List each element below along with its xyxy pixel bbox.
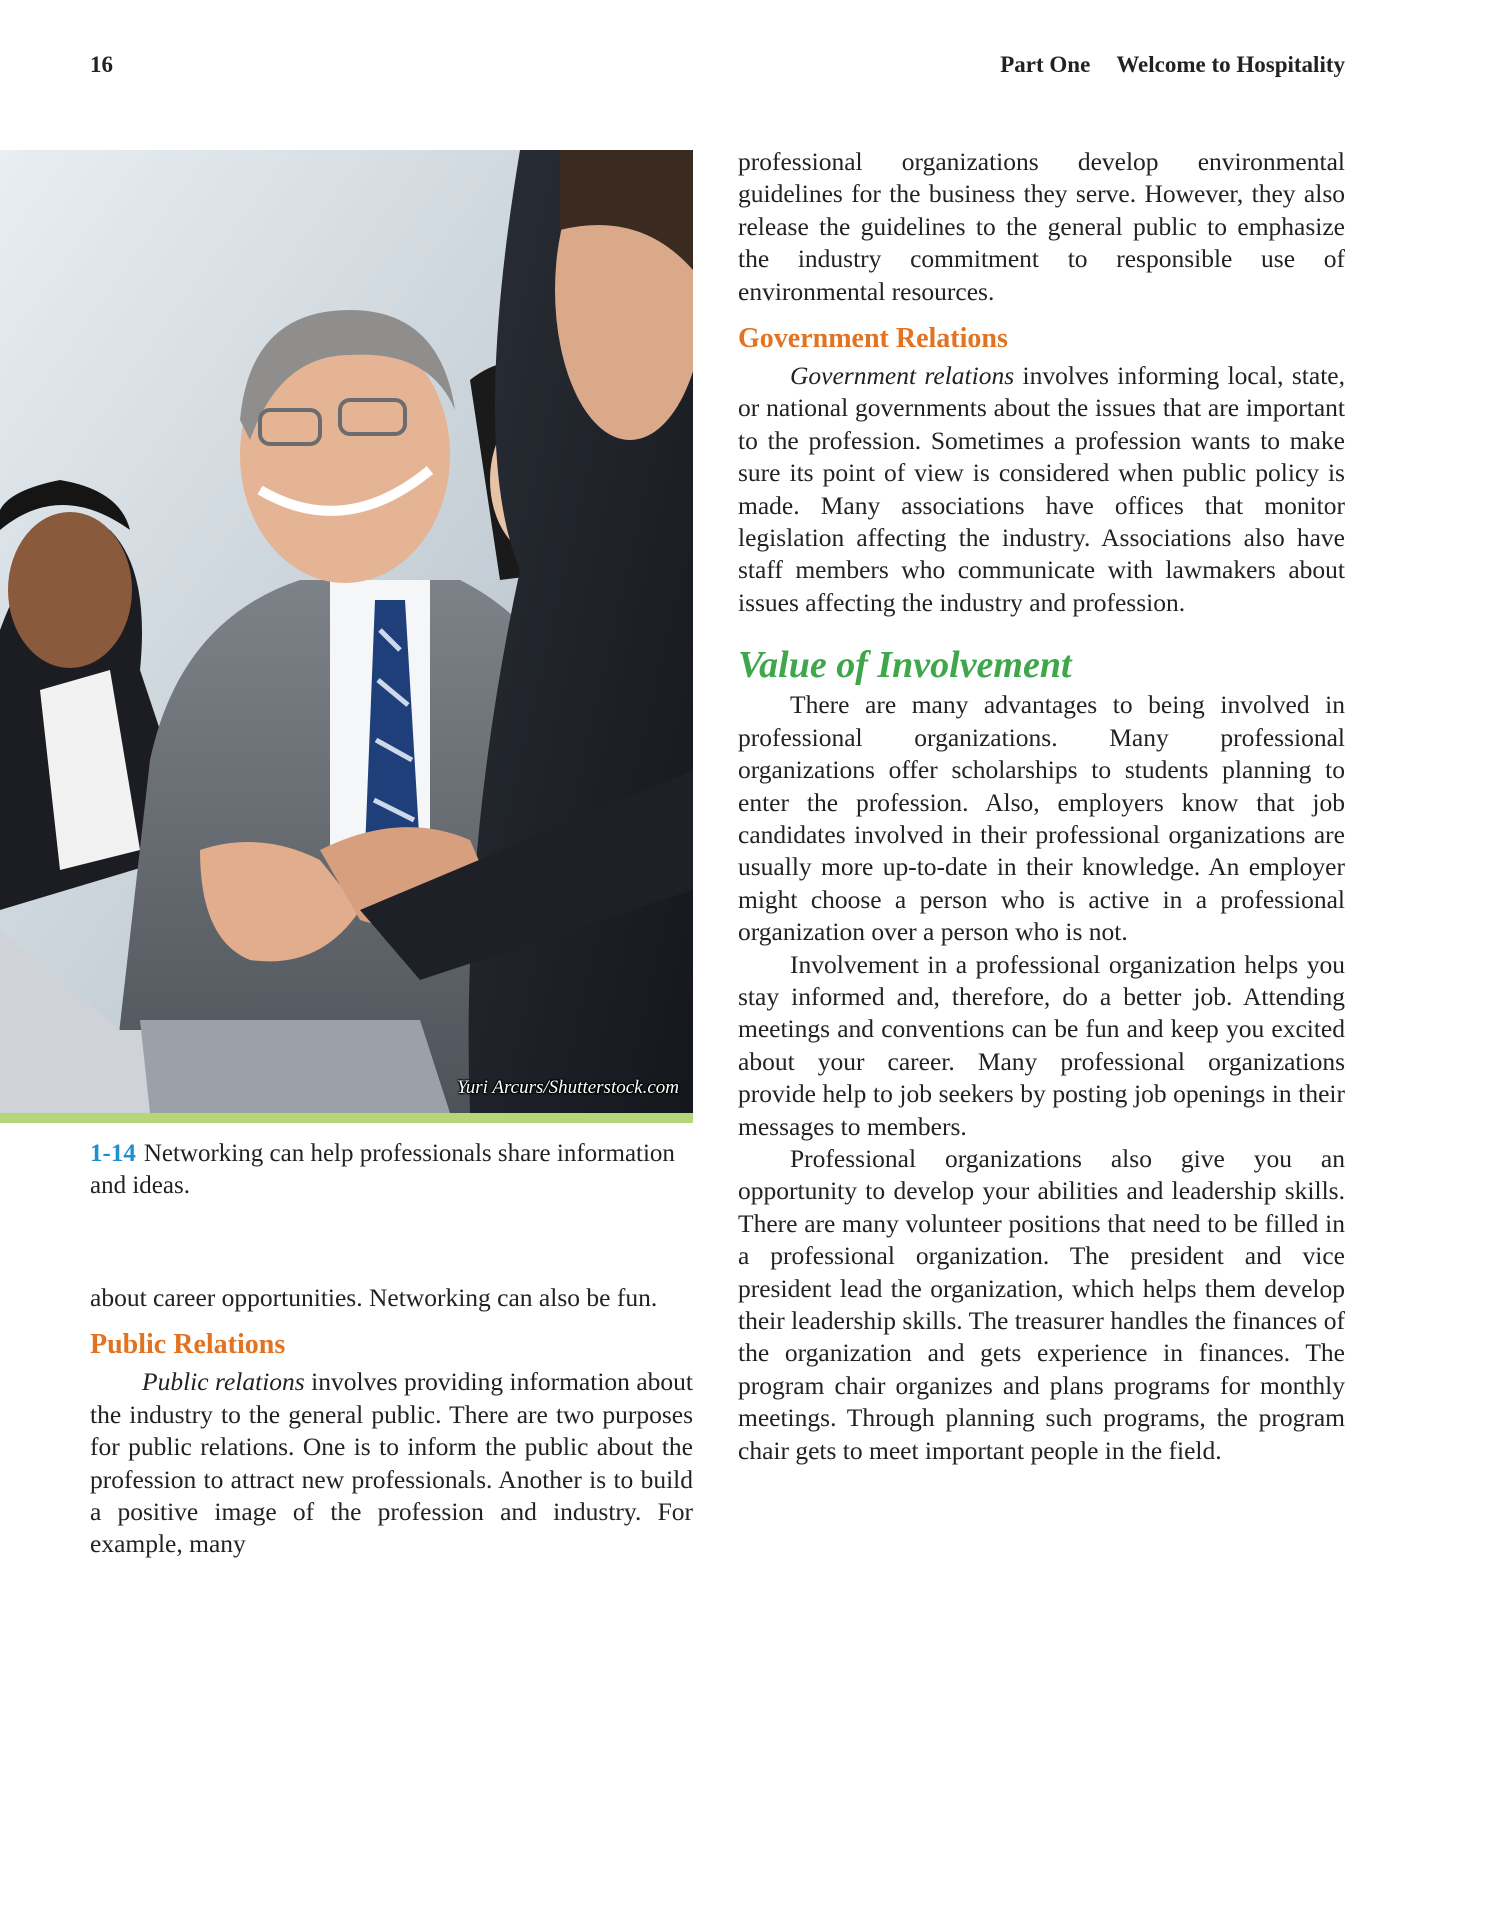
photo-stripe bbox=[0, 1113, 693, 1123]
photo-illustration bbox=[0, 150, 693, 1113]
involvement-paragraph-1: There are many advantages to being involved in professional organizations. Many professional organizations offer scholarships to students planning to enter the profession. Also, employers know that job candidates involved in their professional organizations are usually more up-to-date in their knowledge. An employer might choose a person who is active in a professional organization over a person who is not. bbox=[738, 690, 1345, 947]
value-of-involvement-heading: Value of Involvement bbox=[738, 644, 1072, 687]
right-column bbox=[738, 146, 1345, 1467]
left-intro-paragraph: about career opportunities. Networking can also be fun. bbox=[90, 1283, 658, 1312]
left-column bbox=[90, 1282, 693, 1561]
running-title bbox=[1000, 52, 1345, 78]
right-intro-paragraph: professional organizations develop environmental guidelines for the business they serve. However, they also release the guidelines to the general public to emphasize the industry commitment to responsible use of environmental resources. bbox=[738, 147, 1345, 306]
networking-photo bbox=[0, 150, 693, 1113]
public-relations-heading: Public Relations bbox=[90, 1329, 286, 1361]
caption-text: Networking can help professionals share information and ideas. bbox=[90, 1140, 675, 1199]
involvement-paragraph-3: Professional organizations also give you an opportunity to develop your abilities and leadership skills. There are many volunteer positions that need to be filled in a professional organization. The president and vice president lead the organization, which helps them develop their leadership skills. The treasurer handles the finances of the organization and gets experience in finances. The program chair organizes and plans programs for monthly meetings. Through planning such programs, the program chair gets to meet important people in the field. bbox=[738, 1143, 1345, 1465]
public-relations-text: involves providing information about the industry to the general public. There are two purposes for public relations. One is to inform the public about the profession to attract new professionals. Another is to build a positive image of the profession and industry. For example, many bbox=[90, 1367, 693, 1559]
involvement-paragraph-2: Involvement in a professional organization helps you stay informed and, therefore, do a better job. Attending meetings and conventions can be fun and keep you excited about your career. Many professional organizations provide help to job seekers by posting job openings in their messages to members. bbox=[738, 949, 1345, 1141]
chapter-title: Welcome to Hospitality bbox=[1116, 52, 1345, 77]
government-relations-paragraph bbox=[738, 360, 1345, 619]
public-relations-term: Public relations bbox=[142, 1367, 305, 1397]
government-relations-term: Government relations bbox=[790, 361, 1015, 391]
photo-credit: Yuri Arcurs/Shutterstock.com bbox=[456, 1077, 679, 1098]
page-number: 16 bbox=[90, 52, 113, 77]
government-relations-text: involves informing local, state, or national governments about the issues that are important to the profession. Sometimes a profession wants to make sure its point of view is considered when public policy is made. Many associations have offices that monitor legislation affecting the industry. Associations also have staff members who communicate with lawmakers about issues affecting the industry and profession. bbox=[738, 361, 1345, 617]
figure-number: 1-14 bbox=[90, 1140, 136, 1167]
figure-caption bbox=[90, 1138, 690, 1202]
public-relations-paragraph bbox=[90, 1366, 693, 1560]
running-header bbox=[90, 52, 1345, 86]
government-relations-heading: Government Relations bbox=[738, 323, 1008, 355]
part-label: Part One bbox=[1000, 52, 1091, 77]
